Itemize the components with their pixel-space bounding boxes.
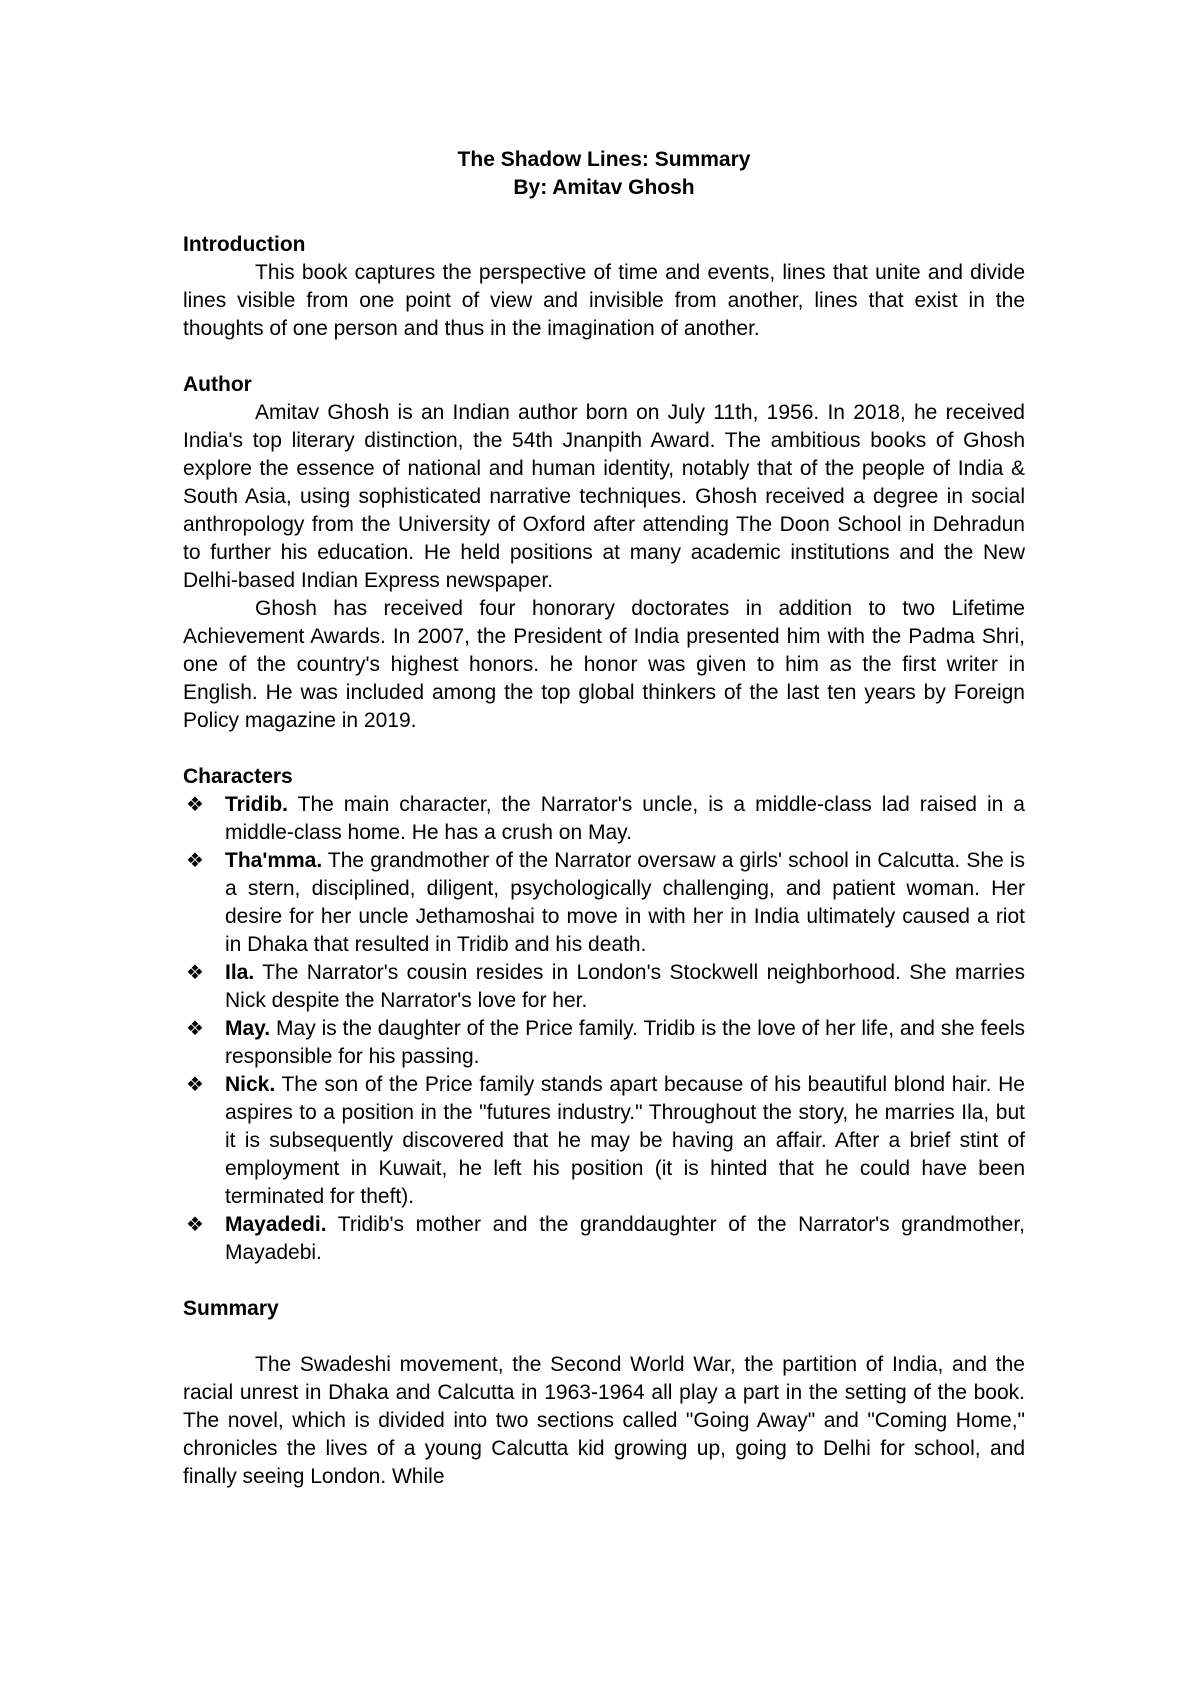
character-description: The main character, the Narrator's uncle, is a middle-class lad raised in a middle-class home. He has a crush on May. (225, 793, 1025, 844)
summary-heading-block (183, 1295, 1025, 1323)
diamond-bullet-icon: ❖ (186, 1018, 204, 1040)
summary-paragraph: The Swadeshi movement, the Second World War, the partition of India, and the racial unrest in Dhaka and Calcutta in 1963-1964 all play a part in the setting of the book. The novel, which is divided into two sections called "Going Away" and "Coming Home," chronicles the lives of a young Calcutta kid growing up, going to Delhi for school, and finally seeing London. While (183, 1353, 1025, 1488)
characters-heading: Characters (183, 765, 293, 788)
character-item-tridib (183, 791, 1025, 847)
characters-list (183, 791, 1025, 1267)
character-name: Ila. (225, 961, 255, 984)
character-item-ila (183, 959, 1025, 1015)
introduction-heading: Introduction (183, 233, 306, 256)
author-line: By: Amitav Ghosh (513, 176, 695, 199)
character-item-thamma (183, 847, 1025, 959)
diamond-bullet-icon: ❖ (186, 850, 204, 872)
document-page (183, 0, 1025, 1696)
character-item-may (183, 1015, 1025, 1071)
author-paragraph-1: Amitav Ghosh is an Indian author born on July 11th, 1956. In 2018, he received India's top literary distinction, the 54th Jnanpith Award. The ambitious books of Ghosh explore the essence of national and human identity, notably that of the people of India & South Asia, using sophisticated narrative techniques. Ghosh received a degree in social anthropology from the University of Oxford after attending The Doon School in Dehradun to further his education. He held positions at many academic institutions and the New Delhi-based Indian Express newspaper. (183, 401, 1025, 592)
character-name: Nick. (225, 1073, 276, 1096)
summary-heading: Summary (183, 1297, 279, 1320)
character-item-mayadedi (183, 1211, 1025, 1267)
author-paragraph-2: Ghosh has received four honorary doctorates in addition to two Lifetime Achievement Awards. In 2007, the President of India presented him with the Padma Shri, one of the country's highest honors. he honor was given to him as the first writer in English. He was included among the top global thinkers of the last ten years by Foreign Policy magazine in 2019. (183, 597, 1025, 732)
character-description: May is the daughter of the Price family. Tridib is the love of her life, and she feels responsible for his passing. (225, 1017, 1025, 1068)
character-name: Tha'mma. (225, 849, 323, 872)
characters-section (183, 763, 1025, 1267)
character-name: May. (225, 1017, 271, 1040)
character-name: Tridib. (225, 793, 288, 816)
diamond-bullet-icon: ❖ (186, 962, 204, 984)
introduction-paragraph: This book captures the perspective of time and events, lines that unite and divide lines visible from one point of view and invisible from another, lines that exist in the thoughts of one person and thus in the imagination of another. (183, 261, 1025, 340)
character-description: Tridib's mother and the granddaughter of the Narrator's grandmother, Mayadebi. (225, 1213, 1025, 1264)
introduction-section (183, 231, 1025, 343)
author-section (183, 371, 1025, 735)
title-block (183, 146, 1025, 202)
diamond-bullet-icon: ❖ (186, 1074, 204, 1096)
character-description: The Narrator's cousin resides in London's Stockwell neighborhood. She marries Nick despite the Narrator's love for her. (225, 961, 1025, 1012)
author-heading: Author (183, 373, 252, 396)
diamond-bullet-icon: ❖ (186, 794, 204, 816)
character-item-nick (183, 1071, 1025, 1211)
character-description: The son of the Price family stands apart because of his beautiful blond hair. He aspires to a position in the "futures industry." Throughout the story, he marries Ila, but it is subsequently discovered that he may be having an affair. After a brief stint of employment in Kuwait, he left his position (it is hinted that he could have been terminated for theft). (225, 1073, 1025, 1208)
document-body (183, 231, 1025, 1491)
diamond-bullet-icon: ❖ (186, 1214, 204, 1236)
document-title: The Shadow Lines: Summary (457, 148, 751, 171)
character-description: The grandmother of the Narrator oversaw a girls' school in Calcutta. She is a stern, disciplined, diligent, psychologically challenging, and patient woman. Her desire for her uncle Jethamoshai to move in with her in India ultimately caused a riot in Dhaka that resulted in Tridib and his death. (225, 849, 1025, 956)
character-name: Mayadedi. (225, 1213, 327, 1236)
